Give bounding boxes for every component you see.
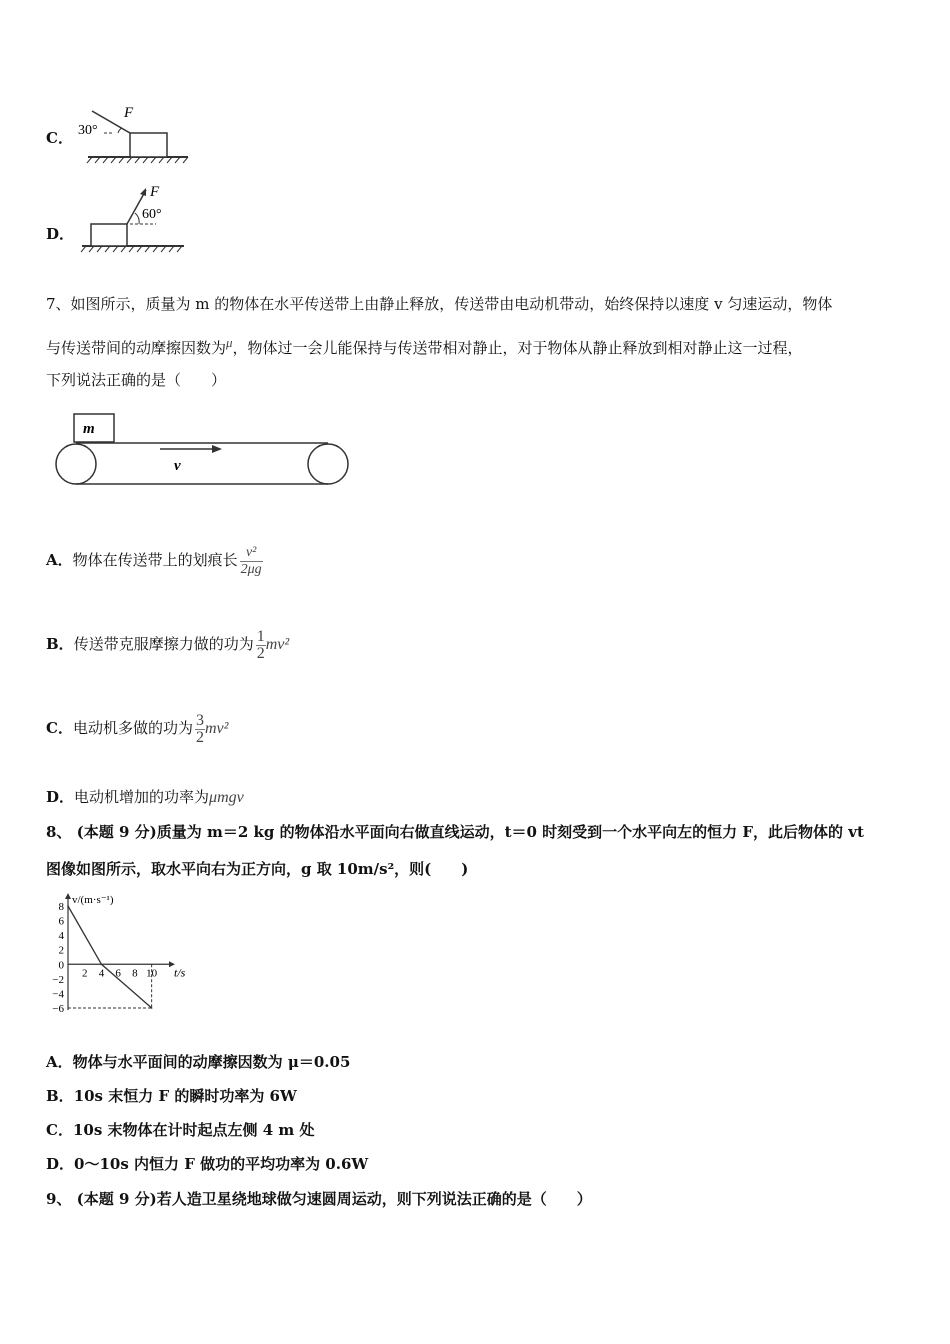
mass-label: m	[83, 421, 95, 437]
q6-d-figure	[76, 180, 196, 256]
vt-data-point	[67, 905, 69, 907]
mu-symbol: μ	[226, 335, 233, 350]
option-label: C．	[46, 129, 73, 147]
force-label: F	[124, 105, 134, 121]
q8-option-c[interactable]	[46, 1120, 314, 1140]
y-axis-label: v/(m·s⁻¹)	[72, 894, 114, 906]
q8-option-b[interactable]	[46, 1086, 297, 1106]
option-text: 电动机增加的功率为	[74, 788, 210, 806]
option-label: C．	[46, 1121, 73, 1139]
y-tick-label: 0	[58, 959, 64, 972]
x-tick-label: 8	[132, 967, 138, 980]
option-text: 10s 末物体在计时起点左侧 4 m 处	[72, 1121, 315, 1139]
q7-stem-line3: 下列说法正确的是（ ）	[46, 371, 227, 389]
q8-option-d[interactable]	[46, 1154, 368, 1174]
option-text: 物体在传送带上的划痕长	[72, 551, 238, 569]
fraction-denominator: 2	[256, 644, 265, 662]
q6-option-c[interactable]	[46, 128, 73, 148]
option-label: D．	[46, 225, 75, 243]
option-label: A．	[46, 1053, 73, 1071]
fraction-numerator: 3	[195, 711, 204, 729]
q6-c-figure	[74, 100, 194, 164]
y-tick-label: −6	[52, 1003, 64, 1015]
q7-option-b[interactable]	[46, 622, 289, 666]
q8-option-a[interactable]	[46, 1052, 350, 1072]
option-text: 电动机多做的功为	[72, 719, 193, 737]
q7-option-c[interactable]	[46, 706, 228, 750]
option-text: 0～10s 内恒力 F 做功的平均功率为 0.6W	[74, 1155, 369, 1173]
q8-stem-line1: 8、 (本题 9 分)质量为 m＝2 kg 的物体沿水平面向右做直线运动，t＝0 时刻受到一个水平向左的恒力 F，此后物体的 vt	[46, 823, 864, 841]
x-tick-label: 10	[146, 967, 158, 980]
x-tick-label: 6	[115, 967, 121, 980]
q7-stem-line2b: ，物体过一会儿能保持与传送带相对静止，对于物体从静止释放到相对静止这一过程，	[232, 339, 803, 357]
q7-stem-line2a: 与传送带间的动摩擦因数为	[46, 339, 227, 357]
x-tick-label: 4	[98, 967, 105, 980]
q8-stem-line2: 图像如图所示，取水平向右为正方向，g 取 10m/s²，则( )	[46, 860, 469, 878]
option-label: B．	[46, 1087, 74, 1105]
force-label: F	[150, 184, 160, 200]
fraction-denominator: 2	[195, 728, 204, 746]
fraction-numerator: 1	[256, 627, 265, 645]
option-label: D．	[46, 1155, 75, 1173]
fraction-numerator: v²	[245, 544, 257, 560]
q9-stem-line1: 9、 (本题 9 分)若人造卫星绕地球做匀速圆周运动，则下列说法正确的是（ ）	[46, 1190, 592, 1208]
angle-label: 30°	[78, 123, 98, 138]
y-tick-label: 2	[58, 944, 64, 957]
fraction	[256, 629, 266, 662]
q7-stem-line2	[46, 333, 803, 358]
q7-stem-line1: 7、如图所示，质量为 m 的物体在水平传送带上由静止释放，传送带由电动机带动，始终保持以速度 v 匀速运动，物体	[46, 295, 833, 313]
q7-option-a[interactable]	[46, 538, 263, 582]
q7-option-d[interactable]	[46, 787, 244, 808]
expression: mv²	[204, 720, 229, 737]
vt-data-point	[151, 1007, 153, 1009]
vt-graph	[40, 890, 200, 1022]
conveyor-belt-figure	[52, 410, 352, 490]
fraction	[240, 545, 263, 578]
velocity-label: v	[174, 458, 181, 474]
option-label: D．	[46, 788, 75, 806]
y-tick-label: −2	[52, 973, 64, 986]
q6-option-d[interactable]	[46, 224, 74, 244]
option-text: 物体与水平面间的动摩擦因数为 μ＝0.05	[72, 1053, 351, 1071]
option-text: 10s 末恒力 F 的瞬时功率为 6W	[73, 1087, 297, 1105]
option-label: A．	[46, 551, 73, 569]
y-axis-arrow	[65, 893, 71, 899]
vt-data-point	[101, 963, 103, 965]
x-axis-label: t/s	[174, 965, 186, 980]
option-label: C．	[46, 719, 73, 737]
y-tick-label: 4	[58, 930, 64, 943]
vt-series-line	[68, 906, 152, 1008]
y-tick-label: 8	[58, 901, 64, 913]
expression: μmgv	[209, 789, 244, 806]
x-tick-label: 2	[81, 967, 88, 980]
expression: mv²	[265, 636, 290, 653]
y-tick-label: 6	[58, 915, 64, 928]
angle-label: 60°	[142, 207, 162, 222]
option-text: 传送带克服摩擦力做的功为	[73, 635, 254, 653]
fraction	[195, 713, 205, 746]
y-tick-label: −4	[52, 988, 64, 1001]
fraction-denominator: 2μg	[240, 561, 262, 577]
option-label: B．	[46, 635, 74, 653]
